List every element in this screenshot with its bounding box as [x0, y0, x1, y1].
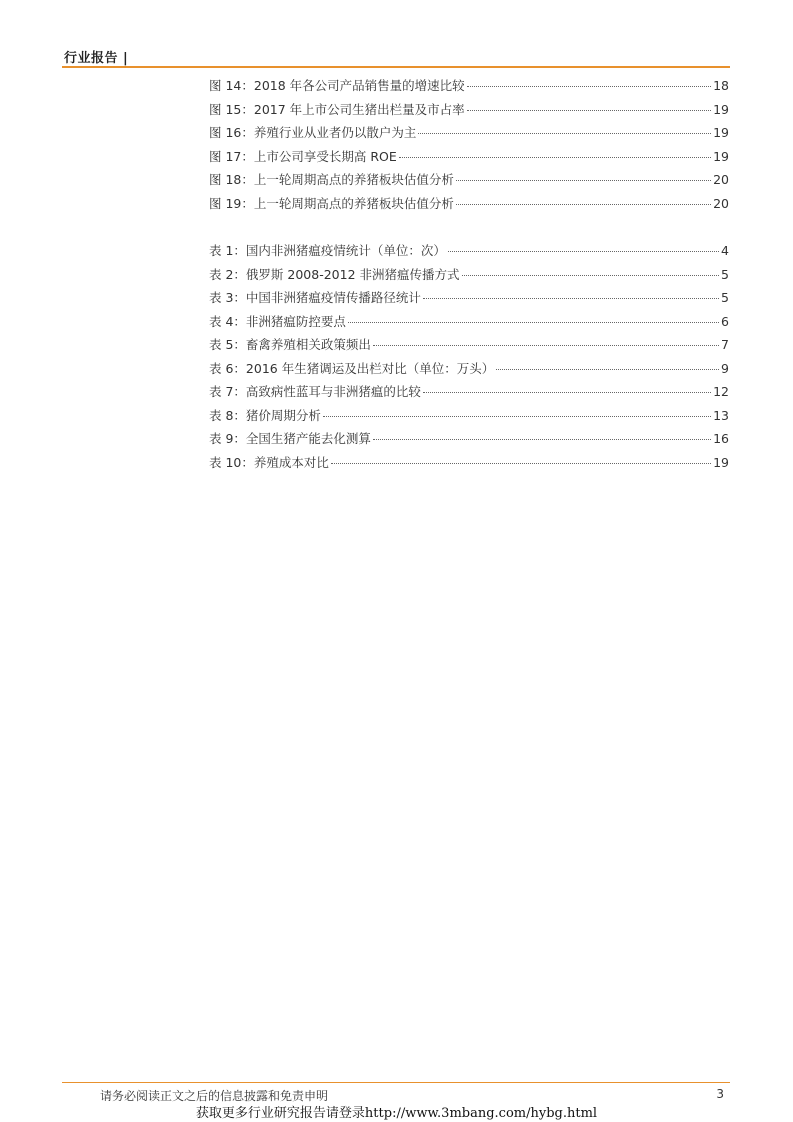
toc-entry-page: 19: [713, 454, 729, 470]
toc-entry-label: 表 4：非洲猪瘟防控要点: [209, 313, 346, 329]
page-number: 3: [716, 1087, 724, 1101]
toc-leader-dots: [418, 133, 711, 134]
toc-entry[interactable]: [209, 404, 729, 428]
toc-entry-page: 19: [713, 125, 729, 140]
toc-entry[interactable]: [209, 357, 729, 381]
footer-divider: [62, 1082, 730, 1083]
toc-entry-page: 5: [721, 266, 729, 282]
toc-entry-page: 12: [713, 384, 729, 399]
toc-entry-label: 表 6：2016 年生猪调运及出栏对比（单位：万头）: [209, 360, 495, 376]
toc-leader-dots: [467, 86, 711, 87]
toc-leader-dots: [373, 439, 711, 440]
toc-entry-label: 表 1：国内非洲猪瘟疫情统计（单位：次）: [209, 243, 446, 258]
toc-entry[interactable]: [209, 451, 729, 475]
toc-entry-page: 4: [721, 243, 729, 258]
toc-entry-label: 表 3：中国非洲猪瘟疫情传播路径统计: [209, 290, 421, 305]
toc-leader-dots: [331, 463, 711, 464]
toc-entry-label: 图 18：上一轮周期高点的养猪板块估值分析: [209, 172, 454, 187]
toc-entry-label: 表 2：俄罗斯 2008-2012 非洲猪瘟传播方式: [209, 266, 460, 282]
toc-entry[interactable]: [209, 427, 729, 451]
toc-entry-page: 20: [713, 172, 729, 187]
toc-entry[interactable]: [209, 192, 729, 216]
toc-entry-page: 7: [721, 337, 729, 352]
toc-entry-page: 6: [721, 313, 729, 329]
toc-entry[interactable]: [209, 74, 729, 98]
toc-leader-dots: [448, 251, 719, 252]
toc-leader-dots: [323, 416, 711, 417]
toc-entry-page: 16: [713, 431, 729, 446]
toc-entry[interactable]: [209, 286, 729, 310]
toc-leader-dots: [462, 275, 720, 276]
header-divider: [62, 66, 730, 68]
tables-toc: [209, 239, 729, 474]
toc-entry[interactable]: [209, 145, 729, 169]
toc-entry-page: 20: [713, 195, 729, 211]
toc-leader-dots: [496, 369, 719, 370]
report-category-label: 行业报告 |: [64, 51, 129, 66]
toc-leader-dots: [348, 322, 719, 323]
toc-entry-label: 表 9：全国生猪产能去化测算: [209, 431, 371, 446]
toc-leader-dots: [456, 180, 711, 181]
toc-entry-label: 表 10：养殖成本对比: [209, 454, 329, 470]
toc-leader-dots: [399, 157, 711, 158]
toc-entry[interactable]: [209, 333, 729, 357]
toc-entry-label: 图 15：2017 年上市公司生猪出栏量及市占率: [209, 101, 465, 117]
toc-entry-page: 9: [721, 360, 729, 376]
toc-entry-page: 13: [713, 407, 729, 423]
footer-disclaimer: 请务必阅读正文之后的信息披露和免责申明: [100, 1089, 329, 1103]
toc-entry-page: 19: [713, 101, 729, 117]
toc-entry[interactable]: [209, 380, 729, 404]
toc-leader-dots: [423, 392, 711, 393]
toc-entry-label: 表 8：猪价周期分析: [209, 407, 321, 423]
toc-entry[interactable]: [209, 168, 729, 192]
toc-entry-page: 18: [713, 78, 729, 93]
toc-entry[interactable]: [209, 98, 729, 122]
toc-entry[interactable]: [209, 121, 729, 145]
toc-leader-dots: [456, 204, 711, 205]
toc-entry-label: 表 7：高致病性蓝耳与非洲猪瘟的比较: [209, 384, 421, 399]
toc-entry-label: 图 16：养殖行业从业者仍以散户为主: [209, 125, 417, 140]
figures-toc: [209, 74, 729, 215]
toc-entry[interactable]: [209, 239, 729, 263]
toc-leader-dots: [467, 110, 711, 111]
toc-entry-label: 图 19：上一轮周期高点的养猪板块估值分析: [209, 195, 454, 211]
toc-entry-label: 图 17：上市公司享受长期高 ROE: [209, 148, 397, 164]
toc-leader-dots: [373, 345, 719, 346]
toc-leader-dots: [423, 298, 719, 299]
toc-entry[interactable]: [209, 263, 729, 287]
toc-entry-page: 5: [721, 290, 729, 305]
toc-entry-label: 表 5：畜禽养殖相关政策频出: [209, 337, 371, 352]
toc-entry[interactable]: [209, 310, 729, 334]
footer-promo-link[interactable]: 获取更多行业研究报告请登录http://www.3mbang.com/hybg.html: [195, 1106, 598, 1121]
toc-entry-label: 图 14：2018 年各公司产品销售量的增速比较: [209, 78, 465, 93]
toc-entry-page: 19: [713, 148, 729, 164]
